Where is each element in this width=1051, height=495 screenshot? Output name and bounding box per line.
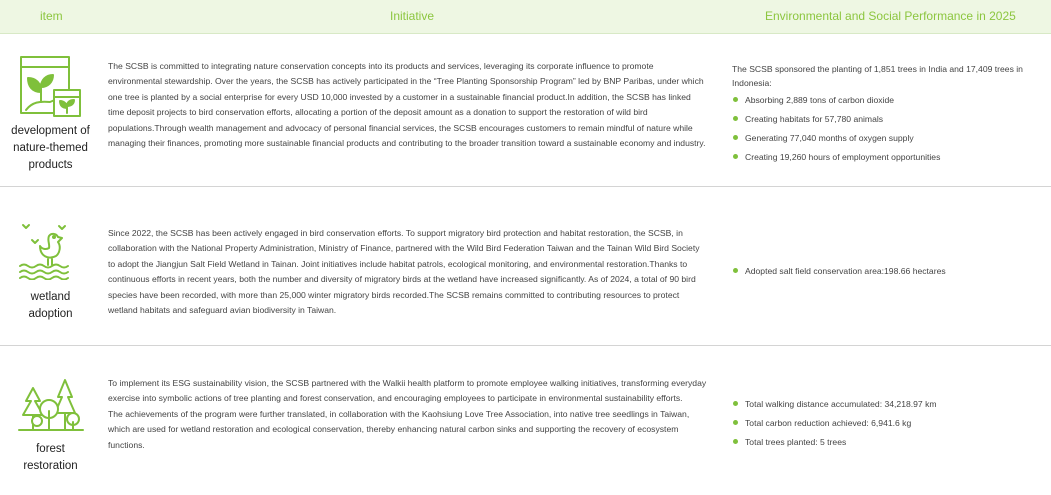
- performance-intro: The SCSB sponsored the planting of 1,851 trees in India and 17,409 trees in Indonesia:: [732, 64, 1023, 88]
- header-performance: Environmental and Social Performance in 2025: [765, 9, 1016, 23]
- performance-list: [732, 62, 1032, 169]
- nature-products-icon: [16, 54, 86, 125]
- initiative-text: Since 2022, the SCSB has been actively engaged in bird conservation efforts. To support migratory bird protection and habitat restoration, the SCSB, in collaboration with the National Property Administration, Ministry of Finance, partnered with the Wild Bird Federation Taiwan and the Tainan Wild Bird Society to adopt the Jiangjun Salt Field Wetland in Tainan. Joint initiatives include habitat patrols, ecological monitoring, and environmental restoration.Thanks to continuous efforts in recent years, both the number and diversity of migratory birds at the wetland have increased significantly. As of 2024, a total of 90 bird species have been recorded, with more than 25,000 winter migratory birds recorded.The SCSB remains committed to contributing resources to protect wetland habitats and safeguard avian biodiversity in Taiwan.: [108, 228, 700, 316]
- item-label: wetland adoption: [28, 291, 73, 320]
- list-item: Adopted salt field conservation area:198.66 hectares: [732, 264, 1032, 278]
- list-item: Total walking distance accumulated: 34,218.97 km: [732, 397, 1032, 411]
- header-item: item: [40, 9, 63, 23]
- list-item: Total trees planted: 5 trees: [732, 435, 1032, 449]
- forest-trees-icon: [17, 375, 85, 440]
- bullet-icon: [733, 116, 738, 121]
- bullet-icon: [733, 439, 738, 444]
- list-item: Total carbon reduction achieved: 6,941.6 kg: [732, 416, 1032, 430]
- wetland-bird-icon: [18, 220, 70, 285]
- table-row-wetland: [0, 188, 1051, 346]
- list-item: Creating 19,260 hours of employment opportunities: [732, 150, 1032, 164]
- initiative-text: The SCSB is committed to integrating nature conservation concepts into its products and services, leveraging its corporate influence to promote environmental stewardship. Over the years, the SCSB has actively participated in the “Tree Planting Sponsorship Program” led by BNP Paribas, under which one tree is planted by a social enterprise for every USD 10,000 invested by a customer in a sustainable financial product.In addition, the SCSB has linked time deposit projects to bird conservation efforts, allocating a portion of the deposit amount as a donation to support the restoration of wild bird populations.Through wealth management and advocacy of personal financial services, the SCSB encourages customers to remain mindful of nature while managing their finances, promoting more sustainable financial products and contributing to the broader transition toward a sustainable economy and industry.: [108, 61, 706, 149]
- performance-list: [732, 264, 1032, 283]
- bullet-icon: [733, 268, 738, 273]
- initiative-text: To implement its ESG sustainability vision, the SCSB partnered with the Walkii health platform to promote employee walking initiatives, transforming everyday exercise into symbolic actions of tree planting and forest conservation, and encouraging employees to participate in environmental sustainability efforts. The achievements of the program were further translated, in collaboration with the Kaohsiung Love Tree Association, into native tree seedlings in Taiwan, which are used for wetland restoration and ecological conservation, thereby enhancing natural carbon sinks and supporting the recovery of ecosystem functions.: [108, 378, 707, 450]
- bullet-icon: [733, 401, 738, 406]
- list-item: Creating habitats for 57,780 animals: [732, 112, 1032, 126]
- header-initiative: Initiative: [390, 9, 435, 23]
- table-header: [0, 0, 1051, 34]
- item-label: development of nature-themed products: [11, 125, 90, 171]
- list-item: Generating 77,040 months of oxygen supply: [732, 131, 1032, 145]
- bullet-icon: [733, 135, 738, 140]
- bullet-icon: [733, 154, 738, 159]
- table-row-forest: [0, 347, 1051, 495]
- performance-list: [732, 397, 1032, 454]
- bullet-icon: [733, 420, 738, 425]
- bullet-icon: [733, 97, 738, 102]
- list-item: Absorbing 2,889 tons of carbon dioxide: [732, 93, 1032, 107]
- table-row-nature-products: [0, 34, 1051, 187]
- item-label: forest restoration: [23, 443, 78, 472]
